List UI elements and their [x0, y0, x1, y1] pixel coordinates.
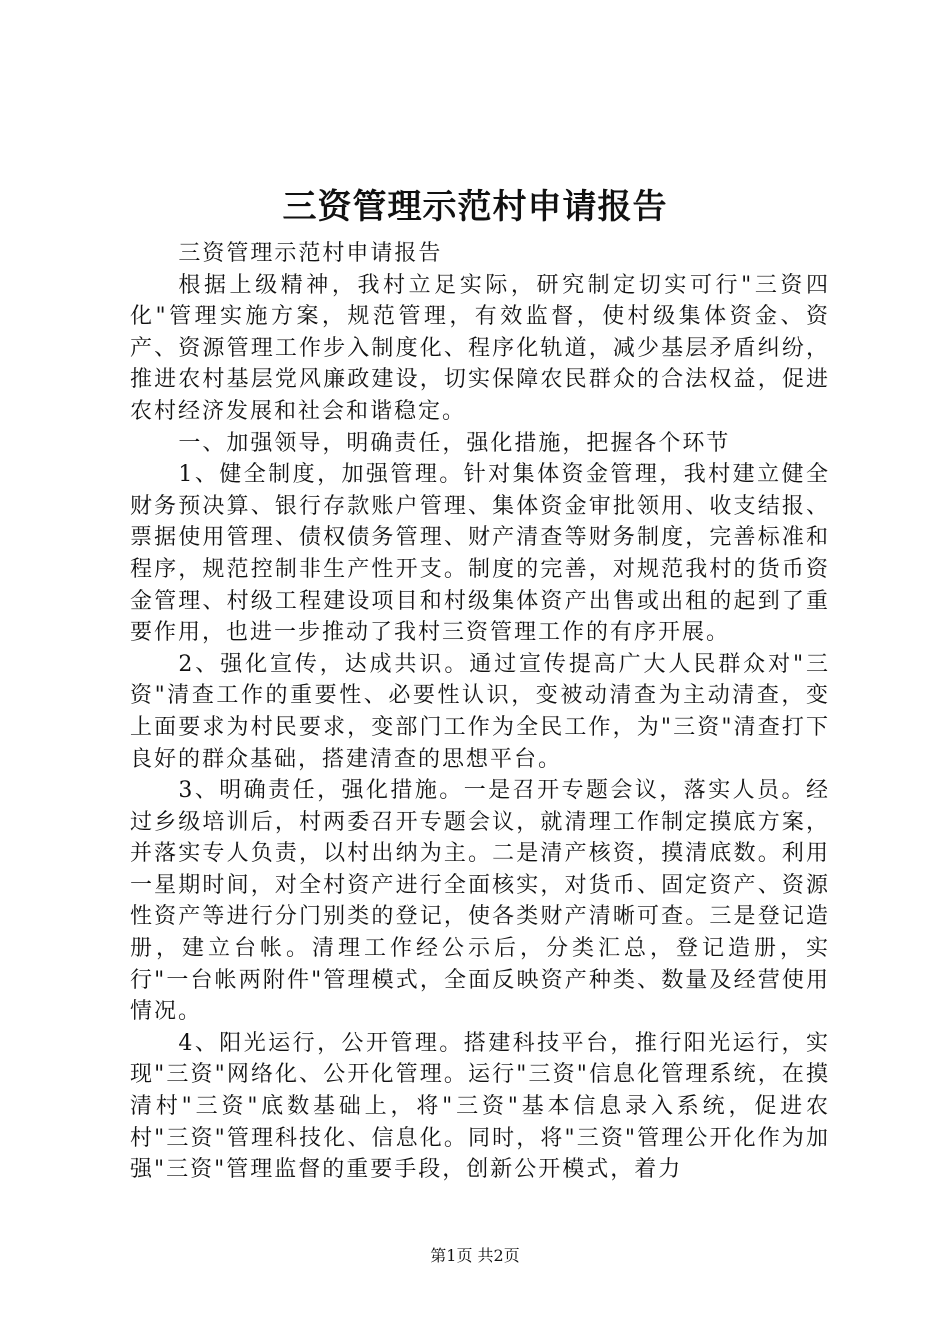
paragraph-intro: 根据上级精神，我村立足实际，研究制定切实可行"三资四化"管理实施方案，规范管理，有效监督，使村级集体资金、资产、资源管理工作步入制度化、程序化轨道，减少基层矛盾纠纷，推进农村基层党风廉政建设，切实保障农民群众的合法权益，促进农村经济发展和社会和谐稳定。: [130, 272, 830, 424]
paragraph-item-3: 3、明确责任，强化措施。一是召开专题会议，落实人员。经过乡级培训后，村两委召开专题会议，就清理工作制定摸底方案，并落实专人负责，以村出纳为主。二是清产核资，摸清底数。利用一星期时间，对全村资产进行全面核实，对货币、固定资产、资源性资产等进行分门别类的登记，使各类财产清晰可查。三是登记造册，建立台帐。清理工作经公示后，分类汇总，登记造册，实行"一台帐两附件"管理模式，全面反映资产种类、数量及经营使用情况。: [130, 778, 830, 1025]
paragraph-item-1: 1、健全制度，加强管理。针对集体资金管理，我村建立健全财务预决算、银行存款账户管理、集体资金审批领用、收支结报、票据使用管理、债权债务管理、财产清查等财务制度，完善标准和程序，规范控制非生产性开支。制度的完善，对规范我村的货币资金管理、村级工程建设项目和村级集体资产出售或出租的起到了重要作用，也进一步推动了我村三资管理工作的有序开展。: [130, 462, 830, 646]
page-number: 第1页 共2页: [430, 1246, 520, 1265]
section-heading: 一、加强领导，明确责任，强化措施，把握各个环节: [178, 430, 731, 456]
paragraph-item-2: 2、强化宣传，达成共识。通过宣传提高广大人民群众对"三资"清查工作的重要性、必要性认识，变被动清查为主动清查，变上面要求为村民要求，变部门工作为全民工作，为"三资"清查打下良好的群众基础，搭建清查的思想平台。: [130, 651, 830, 772]
document-title: 三资管理示范村申请报告: [282, 187, 668, 227]
paragraph-item-4: 4、阳光运行，公开管理。搭建科技平台，推行阳光运行，实现"三资"网络化、公开化管理。运行"三资"信息化管理系统，在摸清村"三资"底数基础上，将"三资"基本信息录入系统，促进农村"三资"管理科技化、信息化。同时，将"三资"管理公开化作为加强"三资"管理监督的重要手段，创新公开模式，着力: [130, 1030, 830, 1183]
paragraph-subtitle: 三资管理示范村申请报告: [178, 241, 443, 266]
document-body: [130, 238, 830, 1186]
